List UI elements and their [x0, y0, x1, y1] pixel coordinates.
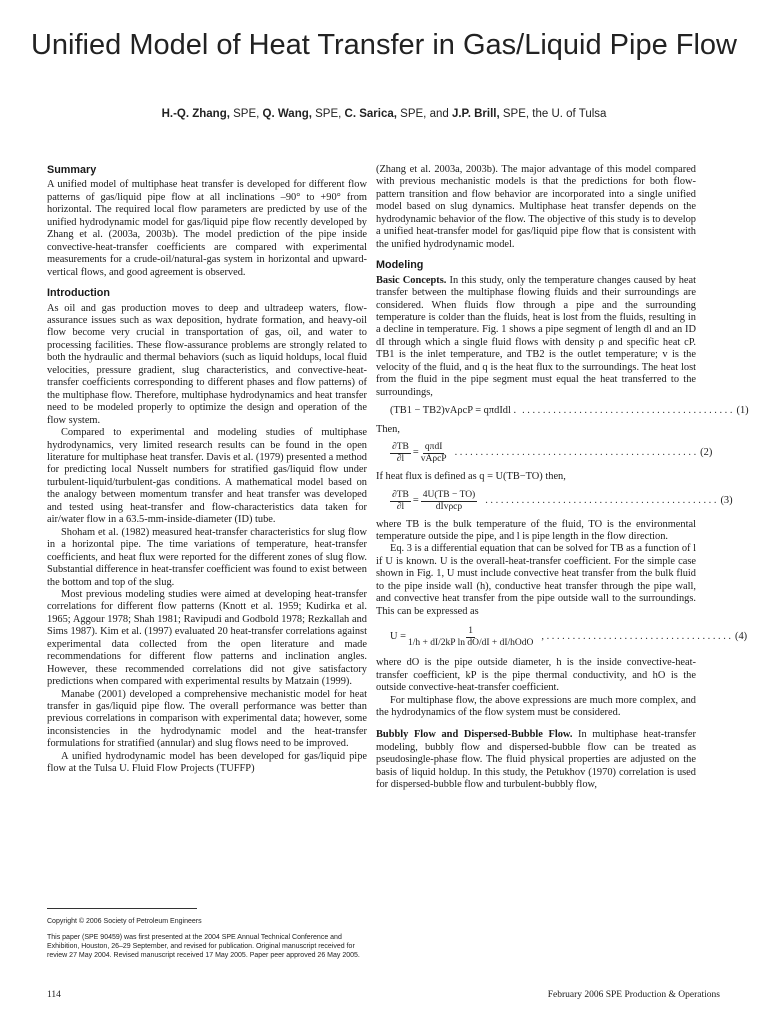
intro-paragraph-1: As oil and gas production moves to deep and ultradeep waters, flow-assurance issues such as wax deposition, hydrate formation, and heavy-oil flow become very crucial in transportation of gas, oil, and water to processing facilities. These flow-assurance problems are strongly related to both the hydraulic and thermal behaviors (such as liquid holdups, local fluid velocities, pressure gradient, slug characteristics, and convective-heat-transfer coefficients corresponding to different phases and flow patterns) of the multiphase flow. Therefore, multiphase hydrodynamics and heat transfer need to be modeled properly to optimize the design and operation of the flow system. — [47, 302, 367, 426]
bubbly-text: In multiphase heat-transfer modeling, bubbly flow and dispersed-bubble flow can be treated as pseudosingle-phase flow. The fluid physical properties are adjusted on the basis of liquid holdup. In this study, the Petukhov (1970) correlation is used for dispersed-bubble flow and turbulent-bubbly flow, — [376, 729, 696, 791]
eq2-rhs-den: vAρcP — [420, 454, 447, 465]
basic-concepts-text: In this study, only the temperature changes caused by heat transfer between the multiphase flowing fluids and their surroundings are considered. When fluids flow through a pipe and the surrounding temperature is colder than the fluids, heat is lost from the fluids, resulting in a decline in temperature. Fig. 1 shows a pipe segment of length dl and an ID dI through which a single fluid flows with density ρ and specific heat cP. TB1 is the inlet temperature, and TB2 is the outlet temperature; v is the velocity of the fluid, and q is the heat flux to the surroundings. The heat lost from the fluid in the pipe segment must equal the heat transferred to the surroundings, — [376, 274, 696, 398]
eq3-lhs-num: ∂TB — [392, 489, 409, 500]
intro-paragraph-4: Most previous modeling studies were aimed at developing heat-transfer correlations for different flow patterns (Knott et al. 1959; Kudirka et al. 1965; Aggour 1978; Shah 1981; Ravipudi and Godbold 1978; Rezkallah and Sims 1987). Kim et al. (1997) evaluated 20 heat-transfer correlations against experimental data collected from the open literature and made recommendations for different flow patterns and inclination angles. However, these recommended correlations did not give satisfactory predictions when compared with experimental results by Matzain (1999). — [47, 588, 367, 688]
bubbly-heading: Bubbly Flow and Dispersed-Bubble Flow. — [376, 729, 573, 741]
modeling-heading: Modeling — [376, 259, 424, 272]
equation-4 — [376, 626, 748, 649]
page-number: 114 — [47, 990, 61, 1000]
summary-text: A unified model of multiphase heat transfer is developed for different flow patterns of gas/liquid pipe flow at all inclinations –90° to +90° from horizontal. The required local flow parameters are predicted by use of the unified hydrodynamic model for gas/liquid pipe flow recently developed by Zhang et al. (2003a, 2003b). The model prediction of the pipe inside convective-heat-transfer coefficients are compared with experimental measurements for a crude-oil/natural-gas system in horizontal and upward-vertical flows, and good agreement is observed. — [47, 179, 367, 278]
equation-4-number: (4) — [735, 631, 748, 643]
equation-3: $\frac{\partial TB}{\partial l}$ = $\frac{4U(TB - TO)}{\text{dIvρcp}}$ . . . . . . . . . . . . . . . . . . . . . . . . . . . . . . . . . . . . . . . . . . . . . (3) — [392, 489, 733, 512]
eq2-rhs — [421, 442, 447, 465]
eq2-lhs-num: ∂TB — [392, 442, 409, 453]
multiphase-text: For multiphase flow, the above expressions are much more complex, and the hydrodynamics of the flow system must be considered. — [376, 694, 696, 718]
leader-dots: , . . . . . . . . . . . . . . . . . . . . . . . . . . . . . . . . . . . . — [541, 631, 732, 643]
equation-3-number: (3) — [720, 494, 733, 506]
intro-paragraph-2: Compared to experimental and modeling studies of multiphase hydrodynamics, very limited research results can be found in the open literature for multiphase heat transfer. Davis et al. (1979) presented a method for predicting local Nusselt numbers for stratified gas/liquid flow under turbulent-liquid/turbulent-gas conditions. A mathematical model based on the analogy between momentum transfer and heat transfer was developed and tested using heat-transfer and flow-characteristics data taken for air/water flow in a 63.5-mm-inside-diameter (ID) tube. — [47, 427, 367, 526]
where-text-1: where TB is the bulk temperature of the fluid, TO is the environmental temperature outside the pipe, and l is pipe length in the flow direction. — [376, 518, 696, 542]
equation-2-number: (2) — [700, 447, 713, 459]
author-3: C. Sarica, — [344, 108, 397, 120]
eq4-lhs: U = — [390, 631, 406, 643]
eq3-lhs-den: ∂l — [396, 501, 405, 512]
author-4: J.P. Brill, — [451, 108, 500, 120]
left-column — [47, 160, 367, 776]
leader-dots: . . . . . . . . . . . . . . . . . . . . . . . . . . . . . . . . . . . . . . . . . . . . . — [485, 494, 717, 506]
footnote — [47, 908, 369, 967]
footnote-rule — [47, 908, 197, 909]
eq4-top: 1 — [468, 626, 474, 637]
equation-1 — [376, 405, 749, 417]
equation-1-number: (1) — [736, 405, 749, 417]
author-1: H.-Q. Zhang, — [161, 108, 230, 120]
author-4-aff: SPE, the U. of Tulsa — [499, 108, 607, 120]
author-2: Q. Wang, — [262, 108, 312, 120]
eq3-rhs — [421, 490, 478, 513]
author-line — [0, 108, 768, 120]
intro-paragraph-5: Manabe (2001) developed a comprehensive mechanistic model for heat transfer in gas/liquid pipe flow. The overall performance was better than previous correlations in comparison with experimental data; however, some inconsistencies in the hydrodynamic model and the heat-transfer formulations for stratified (annular) and slug flows need to be improved. — [47, 688, 367, 750]
eq4-rhs — [408, 626, 533, 649]
author-2-aff: SPE, — [311, 108, 345, 120]
paper-note: This paper (SPE 90459) was first presented at the 2004 SPE Annual Technical Conference and Exhibition, Houston, 26–29 September, and revised for publication. Original manuscript received for review 27 May 2004. Revised manuscript received 17 May 2005. Paper peer approved 26 May 2005. — [47, 934, 360, 959]
copyright-note: Copyright © 2006 Society of Petroleum Engineers — [47, 918, 202, 925]
journal-footer: February 2006 SPE Production & Operations — [547, 990, 720, 1000]
then-text: Then, — [376, 423, 400, 435]
intro-paragraph-6: A unified hydrodynamic model has been developed for gas/liquid pipe flow at the Tulsa U. Fluid Flow Projects (TUFFP) — [47, 750, 367, 775]
eq3-rhs-den: dIvρcp — [435, 501, 463, 512]
eq3-rhs-num: 4U(TB − TO) — [422, 489, 476, 500]
eq3-lhs — [390, 490, 411, 513]
continued-paragraph: (Zhang et al. 2003a, 2003b). The major advantage of this model compared with previous mechanistic models is that the predictions for both flow-pattern transition and flow behavior are incorporated into a single unified model based on slug dynamics. Multiphase heat transfer depends on the hydrodynamic behavior of the flow. The objective of this study is to develop a unified heat-transfer model for gas/liquid pipe flow that is consistent with the unified hydrodynamic model. — [376, 164, 696, 250]
intro-paragraph-3: Shoham et al. (1982) measured heat-transfer characteristics for slug flow in a horizontal pipe. The time variations of temperature, heat-transfer coefficients, and heat flux were reported for the different zones of slug flow. Substantial difference in heat-transfer coefficient was found to exist between the bottom and top of the slug. — [47, 526, 367, 588]
leader-dots: . . . . . . . . . . . . . . . . . . . . . . . . . . . . . . . . . . . . . . . . . . . . . . . — [454, 447, 697, 459]
intro-heading: Introduction — [47, 287, 110, 300]
eq3-discussion: Eq. 3 is a differential equation that can be solved for TB as a function of l if U is known. U is the overall-heat-transfer coefficient. For the simple case shown in Fig. 1, U must include convective heat transfer from the bulk fluid to the pipe inside wall (h), conductive heat transfer through the pipe wall, and convective heat transfer from the pipe outside wall to the surroundings. This can be expressed as — [376, 543, 696, 617]
author-1-aff: SPE, — [229, 108, 263, 120]
author-3-aff: SPE, and — [396, 108, 452, 120]
paper-title: Unified Model of Heat Transfer in Gas/Liquid Pipe Flow — [30, 29, 737, 61]
eq2-lhs-den: ∂l — [396, 454, 405, 465]
leader-dots: . . . . . . . . . . . . . . . . . . . . . . . . . . . . . . . . . . . . . . . . . — [522, 405, 733, 417]
equation-2: $\frac{\partial TB}{\partial l}$ = $\frac{\text{qπdI}}{\text{vAρcP}}$ . . . . . . . . . . . . . . . . . . . . . . . . . . . . . . . . . . . . . . . . . . . . . . . (2) — [392, 442, 713, 465]
right-column — [376, 164, 749, 792]
eq2-rhs-num: qπdI — [424, 442, 443, 453]
eq2-lhs — [390, 442, 411, 465]
basic-concepts-heading: Basic Concepts. — [376, 274, 447, 286]
summary-heading: Summary — [47, 164, 97, 176]
where-text-2: where dO is the pipe outside diameter, h is the inside convective-heat-transfer coefficient, kP is the pipe thermal conductivity, and hO is the outside convective-heat-transfer coefficient. — [376, 657, 696, 694]
heat-flux-text: If heat flux is defined as q = U(TB−TO) then, — [376, 471, 566, 483]
equation-1-body: (TB1 − TB2)vAρcP = qπdIdl . — [390, 405, 517, 417]
eq4-bottom: 1/h + dI/2kP ln dO/dI + dI/hOdO — [407, 638, 534, 649]
